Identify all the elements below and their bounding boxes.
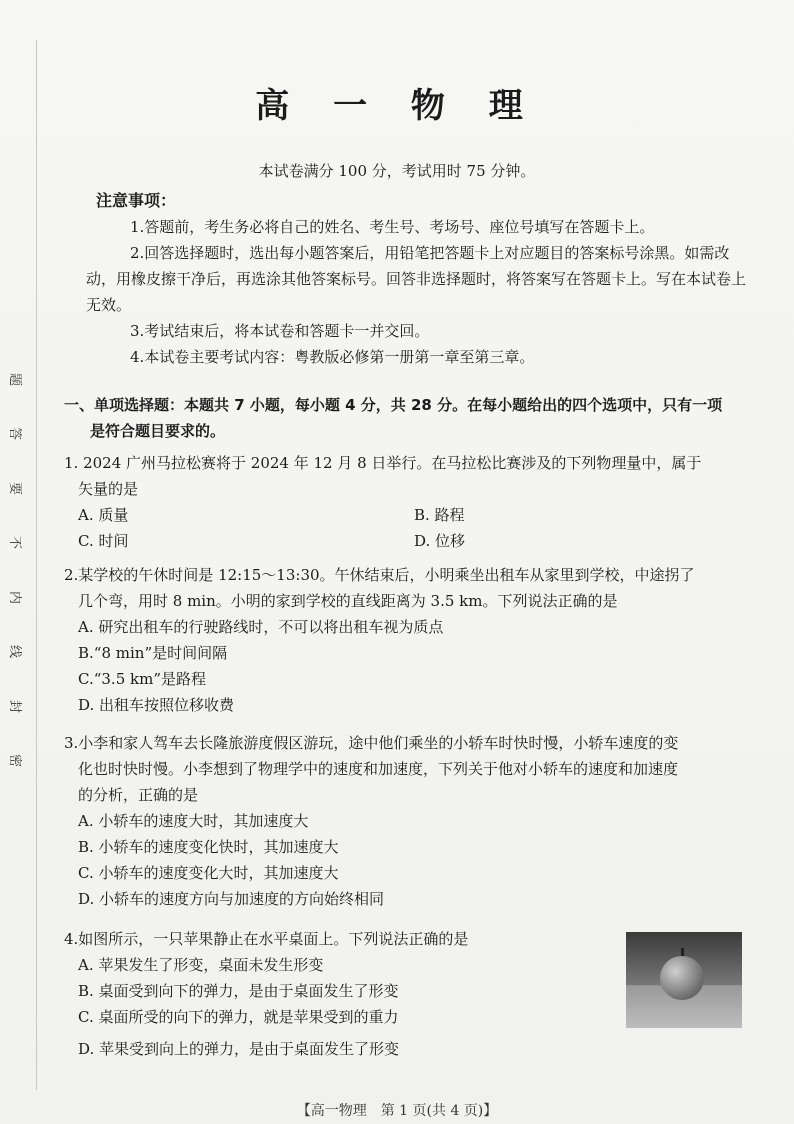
side-warning-text (6, 370, 28, 770)
question-4 (64, 926, 604, 1062)
option-b[interactable]: B. 路程 (414, 506, 465, 524)
page-footer: 【高一物理 第 1 页(共 4 页)】 (296, 1103, 498, 1119)
question-stem: 的分析，正确的是 (78, 786, 199, 804)
question-stem: 3.小李和家人驾车去长隆旅游度假区游玩，途中他们乘坐的小轿车时快时慢，小轿车速度的变 (64, 734, 679, 752)
question-stem: 几个弯，用时 8 min。小明的家到学校的直线距离为 3.5 km。下列说法正确的是 (78, 592, 618, 610)
notice-item: 1.答题前，考生务必将自己的姓名、考生号、考场号、座位号填写在答题卡上。 (130, 218, 655, 236)
side-char: 内 (7, 590, 23, 604)
side-char: 题 (7, 372, 23, 387)
section-heading-line: 一、单项选择题：本题共 7 小题，每小题 4 分，共 28 分。在每小题给出的四个选项中，只有一项 (64, 396, 723, 414)
notice-item: 4.本试卷主要考试内容：粤教版必修第一册第一章至第三章。 (130, 348, 535, 366)
notice-heading: 注意事项： (96, 191, 177, 210)
question-stem: 化也时快时慢。小李想到了物理学中的速度和加速度，下列关于他对小轿车的速度和加速度 (78, 760, 679, 778)
option-c[interactable]: C. 时间 (78, 532, 129, 550)
option-a[interactable]: A. 研究出租车的行驶路线时，不可以将出租车视为质点 (78, 618, 444, 636)
question-stem: 2.某学校的午休时间是 12:15～13:30。午休结束后，小明乘坐出租车从家里到学校，中途拐了 (64, 566, 695, 584)
question-stem: 4.如图所示，一只苹果静止在水平桌面上。下列说法正确的是 (64, 930, 469, 948)
notice-list (86, 214, 746, 370)
section-heading (64, 392, 754, 444)
option-d[interactable]: D. 位移 (414, 532, 466, 550)
option-b[interactable]: B. 桌面受到向下的弹力，是由于桌面发生了形变 (78, 982, 399, 1000)
option-d[interactable]: D. 小轿车的速度方向与加速度的方向始终相同 (78, 890, 385, 908)
side-char: 密 (7, 753, 23, 767)
side-char: 要 (7, 481, 23, 495)
page-title: 高 一 物 理 (255, 86, 539, 126)
side-char: 不 (7, 536, 23, 550)
option-a[interactable]: A. 质量 (78, 506, 129, 524)
option-d[interactable]: D. 苹果受到向上的弹力，是由于桌面发生了形变 (78, 1040, 400, 1058)
options-row (64, 502, 750, 528)
option-c[interactable]: C. 桌面所受的向下的弹力，就是苹果受到的重力 (78, 1008, 399, 1026)
binding-line (36, 40, 37, 1090)
question-3 (64, 730, 750, 912)
options-row (64, 528, 750, 554)
apple-icon (660, 956, 704, 1000)
option-a[interactable]: A. 苹果发生了形变，桌面未发生形变 (78, 956, 324, 974)
notice-item: 2.回答选择题时，选出每小题答案后，用铅笔把答题卡上对应题目的答案标号涂黑。如需改动，用橡皮擦干净后，再选涂其他答案标号。回答非选择题时，将答案写在答题卡上。写在本试卷上无效。 (86, 244, 747, 314)
exam-info: 本试卷满分 100 分，考试用时 75 分钟。 (258, 162, 536, 180)
question-stem: 矢量的是 (78, 480, 139, 498)
question-2 (64, 562, 750, 718)
apple-on-table-photo (626, 932, 742, 1028)
question-1 (64, 450, 750, 554)
option-b[interactable]: B. 小轿车的速度变化快时，其加速度大 (78, 838, 339, 856)
section-heading-line: 是符合题目要求的。 (90, 422, 226, 440)
side-char: 封 (7, 699, 23, 713)
question-stem: 1. 2024 广州马拉松赛将于 2024 年 12 月 8 日举行。在马拉松比赛涉及的下列物理量中，属于 (64, 454, 702, 472)
option-a[interactable]: A. 小轿车的速度大时，其加速度大 (78, 812, 309, 830)
option-c[interactable]: C.“3.5 km”是路程 (78, 670, 206, 688)
option-c[interactable]: C. 小轿车的速度变化大时，其加速度大 (78, 864, 339, 882)
option-d[interactable]: D. 出租车按照位移收费 (78, 696, 235, 714)
side-char: 答 (7, 427, 23, 441)
option-b[interactable]: B.“8 min”是时间间隔 (78, 644, 228, 662)
side-char: 线 (7, 645, 23, 659)
notice-item: 3.考试结束后，将本试卷和答题卡一并交回。 (130, 322, 430, 340)
